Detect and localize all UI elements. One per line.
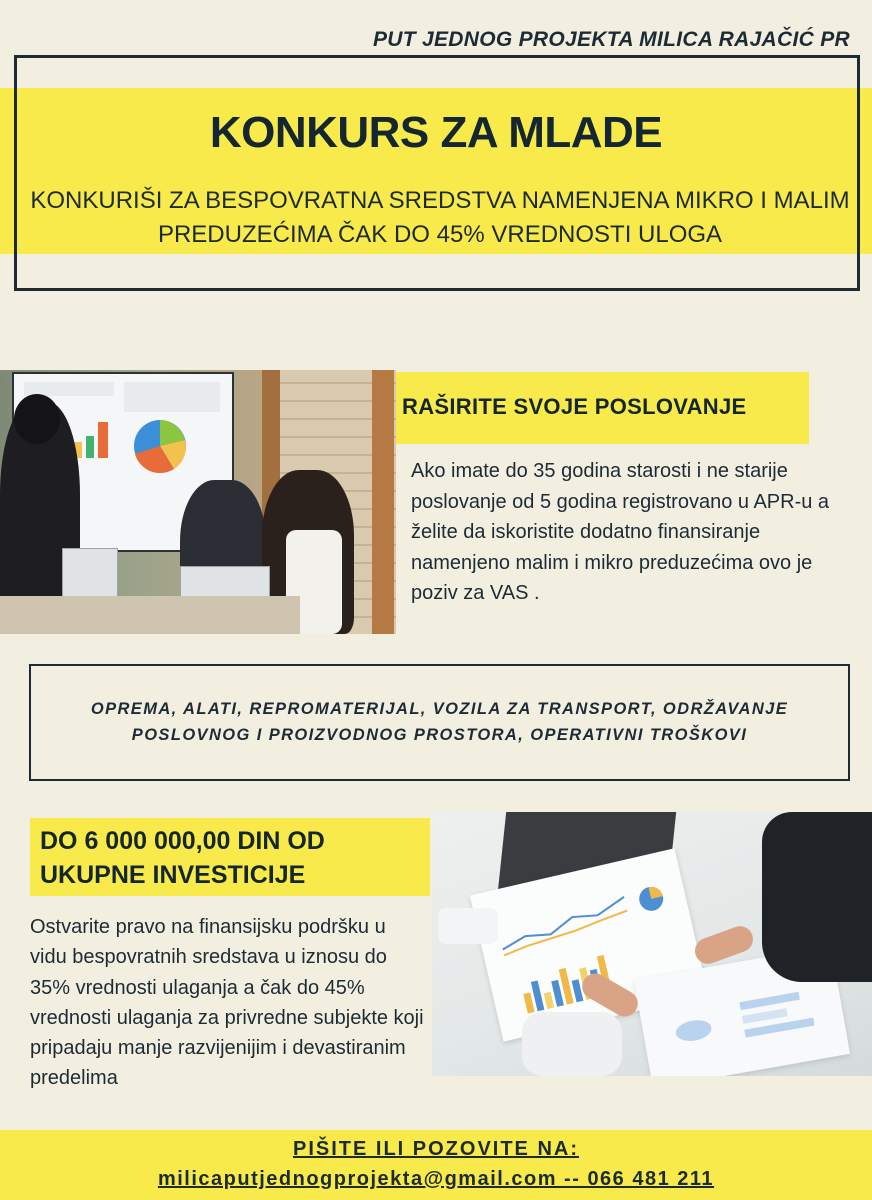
page-title: KONKURS ZA MLADE [209, 108, 663, 157]
company-name: PUT JEDNOG PROJEKTA MILICA RAJAČIĆ PR [372, 28, 850, 51]
wood-pillar [372, 370, 394, 634]
contact-line [0, 1168, 872, 1191]
contact-footer [0, 1130, 872, 1200]
contact-prompt: PIŠITE ILI POZOVITE NA: [292, 1138, 580, 1160]
section2-heading-bg [30, 818, 430, 896]
desk [0, 596, 300, 634]
header-frame [14, 55, 860, 291]
section1-text: Ako imate do 35 godina starosti i ne starije poslovanje od 5 godina registrovano u APR-u a želite da iskoristite dodatno finansiranje namenjeno malim i mikro preduzećima ovo je poziv za VAS . [411, 460, 830, 604]
presentation-photo [0, 370, 396, 634]
section2-text: Ostvarite pravo na finansijsku podršku u vidu bespovratnih sredstava u iznosu do 35% vrednosti ulaganja a čak do 45% vrednosti ulaganja za privredne subjekte koji pripadaju manje razvijenijim i devastiranim predelima [30, 916, 424, 1090]
contact-separator: -- [557, 1168, 588, 1190]
presenter-head [14, 394, 60, 444]
page-subtitle: KONKURIŠI ZA BESPOVRATNA SREDSTVA NAMENJENA MIKRO I MALIM PREDUZEĆIMA ČAK DO 45% VREDNOSTI ULOGA [30, 187, 850, 248]
shirt-sleeve [522, 1012, 622, 1076]
section2-heading: DO 6 000 000,00 DIN OD UKUPNE INVESTICIJE [40, 827, 325, 889]
meeting-photo [432, 812, 872, 1076]
phone-link[interactable]: 066 481 211 [587, 1168, 715, 1190]
shirt-sleeve [438, 908, 498, 944]
section1-heading: RAŠIRITE SVOJE POSLOVANJE [402, 394, 747, 419]
suit-figure [762, 812, 872, 982]
section1-heading-bg [396, 372, 809, 444]
expenses-text: OPREMA, ALATI, REPROMATERIJAL, VOZILA ZA TRANSPORT, ODRŽAVANJE POSLOVNOG I PROIZVODNOG PROSTORA, OPERATIVNI TROŠKOVI [90, 700, 789, 744]
expenses-box [29, 664, 850, 781]
email-link[interactable]: milicaputjednogprojekta@gmail.com [157, 1168, 557, 1190]
